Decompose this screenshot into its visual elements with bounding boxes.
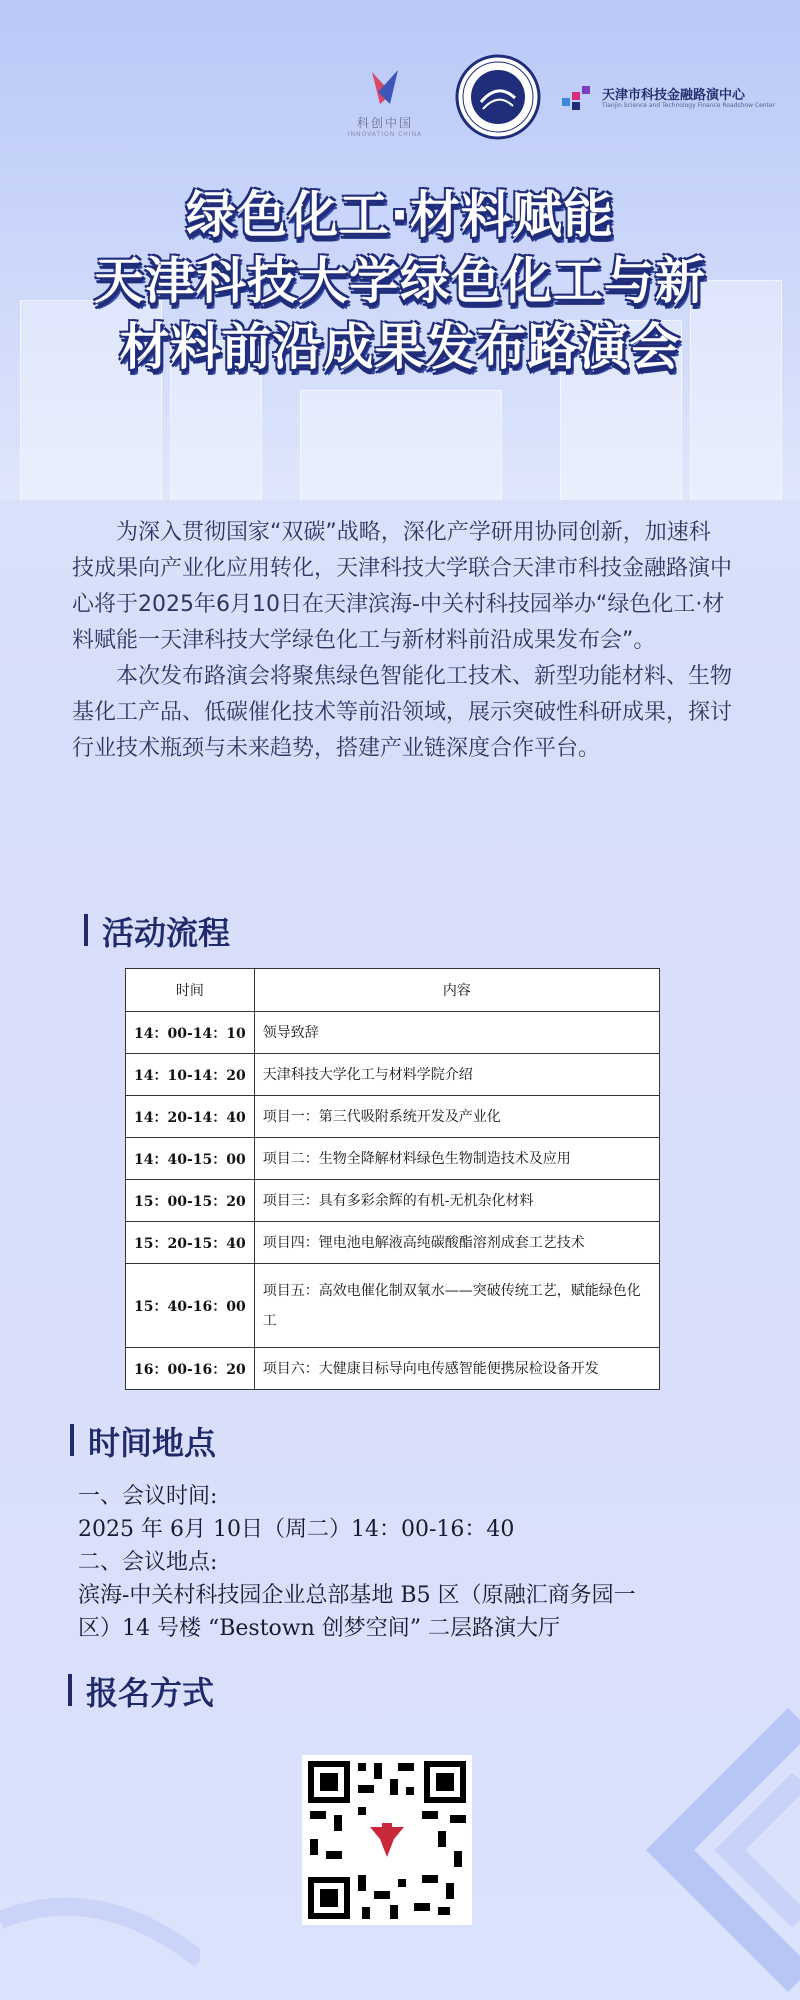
meeting-place-line-2: 区）14 号楼 “Bestown 创梦空间” 二层路演大厅 [78, 1616, 561, 1641]
meeting-time-label: 一、会议时间: [78, 1484, 218, 1509]
innovation-china-logo [330, 64, 440, 144]
schedule-heading: 活动流程 [84, 908, 230, 954]
intro-text [72, 515, 732, 767]
chevron-decoration-icon [560, 1700, 800, 2000]
row-content: 项目六：大健康目标导向电传感智能便携尿检设备开发 [254, 1348, 659, 1390]
qr-code-icon[interactable] [302, 1755, 472, 1925]
table-row [126, 1054, 660, 1096]
schedule-table [125, 968, 660, 1390]
logo-right-name: 天津市科技金融路演中心 [602, 88, 746, 103]
table-row [126, 1222, 660, 1264]
meeting-place-label: 二、会议地点: [78, 1550, 218, 1575]
col-content-header: 内容 [254, 969, 659, 1012]
row-content: 项目五：高效电催化制双氧水——突破传统工艺，赋能绿色化工 [254, 1264, 659, 1348]
row-content: 天津科技大学化工与材料学院介绍 [254, 1054, 659, 1096]
row-time: 16：00-16：20 [126, 1348, 255, 1390]
row-content: 领导致辞 [254, 1012, 659, 1054]
roadshow-center-logo [560, 80, 800, 120]
table-row [126, 1138, 660, 1180]
table-row [126, 1096, 660, 1138]
meeting-place-line-1: 滨海-中关村科技园企业总部基地 B5 区（原融汇商务园一 [78, 1583, 636, 1608]
time-place-heading: 时间地点 [70, 1418, 216, 1464]
logo-right-sub: Tianjin Science and Technology Finance Roadshow Center [602, 102, 776, 109]
logo-left-sub: INNOVATION CHINA [347, 131, 423, 138]
main-title [20, 182, 780, 380]
meeting-time: 2025 年 6月 10日（周二）14：00-16：40 [78, 1517, 515, 1542]
row-content: 项目一：第三代吸附系统开发及产业化 [254, 1096, 659, 1138]
title-line-1: 绿色化工·材料赋能 [186, 186, 614, 244]
title-line-2: 天津科技大学绿色化工与新 [94, 252, 706, 310]
row-content: 项目四：锂电池电解液高纯碳酸酯溶剂成套工艺技术 [254, 1222, 659, 1264]
decor-building [300, 390, 502, 500]
roadshow-center-icon [560, 84, 596, 114]
university-seal-icon [455, 54, 541, 140]
innovation-china-icon [362, 64, 408, 110]
wave-decoration-icon [0, 1700, 200, 2000]
row-time: 14：40-15：00 [126, 1138, 255, 1180]
col-time-header: 时间 [126, 969, 255, 1012]
row-time: 14：20-14：40 [126, 1096, 255, 1138]
table-row [126, 1012, 660, 1054]
register-heading: 报名方式 [68, 1668, 214, 1714]
table-row [126, 1180, 660, 1222]
row-content: 项目三：具有多彩余辉的有机-无机杂化材料 [254, 1180, 659, 1222]
row-time: 14：00-14：10 [126, 1012, 255, 1054]
table-row [126, 1264, 660, 1348]
row-content: 项目二：生物全降解材料绿色生物制造技术及应用 [254, 1138, 659, 1180]
logo-left-name: 科创中国 [356, 116, 413, 130]
intro-paragraph-1: 为深入贯彻国家“双碳”战略，深化产学研用协同创新，加速科技成果向产业化应用转化，天津科技大学联合天津市科技金融路演中心将于2025年6月10日在天津滨海-中关村科技园举办“绿色化工·材料赋能一天津科技大学绿色化工与新材料前沿成果发布会”。 [72, 520, 733, 653]
row-time: 15：40-16：00 [126, 1264, 255, 1348]
intro-paragraph-2: 本次发布路演会将聚焦绿色智能化工技术、新型功能材料、生物基化工产品、低碳催化技术等前沿领域，展示突破性科研成果，探讨行业技术瓶颈与未来趋势，搭建产业链深度合作平台。 [72, 664, 733, 761]
title-line-3: 材料前沿成果发布路演会 [119, 318, 681, 376]
logo-row [0, 50, 800, 140]
time-place-info [78, 1480, 758, 1645]
hero-banner [0, 0, 800, 500]
row-time: 14：10-14：20 [126, 1054, 255, 1096]
row-time: 15：20-15：40 [126, 1222, 255, 1264]
table-row [126, 1348, 660, 1390]
table-header-row [126, 969, 660, 1012]
row-time: 15：00-15：20 [126, 1180, 255, 1222]
